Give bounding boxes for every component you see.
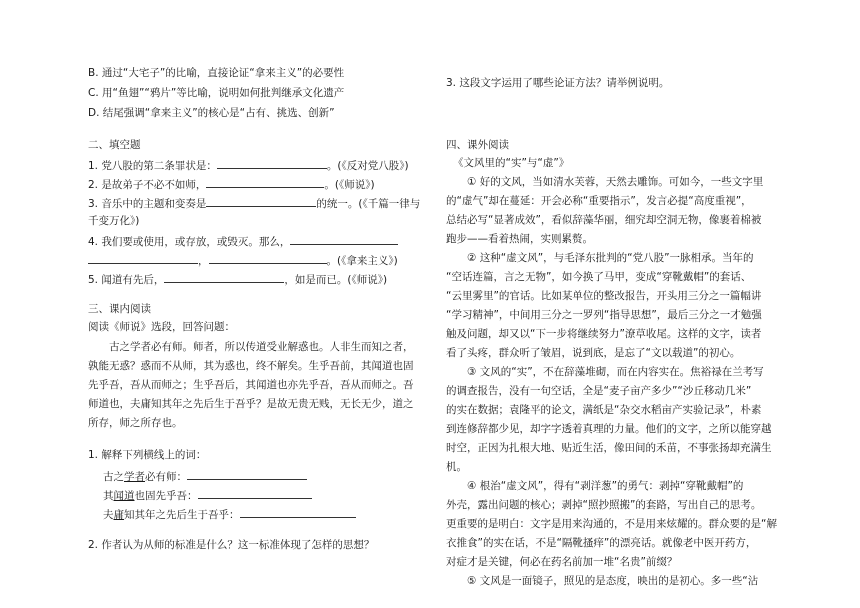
article-line: ① 好的文风，当如清水芙蓉，天然去雕饰。可如今，一些文字里 bbox=[467, 176, 764, 188]
option-b: B. 通过“大宅子”的比喻，直接论证“拿来主义”的必要性 bbox=[88, 67, 345, 79]
article-line: ② 这种“虚文风”，与毛泽东批判的“党八股”一脉相承。当年的 bbox=[467, 252, 754, 264]
question-2: 2. 作者认为从师的标准是什么？这一标准体现了怎样的思想？ bbox=[88, 539, 375, 551]
fill-q2-blank[interactable] bbox=[206, 176, 324, 188]
passage-line-3: 先乎吾，吾从而师之；生乎吾后，其闻道也亦先乎吾，吾从而师之。吾 bbox=[88, 379, 414, 391]
article-line: 机。 bbox=[446, 461, 467, 473]
item-2-blank[interactable] bbox=[198, 487, 312, 499]
fill-q4-blank-1[interactable] bbox=[290, 233, 398, 245]
passage-line-4: 师道也，夫庸知其年之先后生于吾乎？是故无贵无贱，无长无少，道之 bbox=[88, 398, 414, 410]
article-line: 的“虚气”却在蔓延：开会必称“重要指示”，发言必提“高度重视”， bbox=[446, 195, 752, 207]
article-line: 衣推食”的实在话，不是“隔靴搔痒”的漂亮话。就像老中医开药方， bbox=[446, 537, 757, 549]
article-line: 对症才是关键，何必在药名前加一堆“名贵”前缀？ bbox=[446, 556, 678, 568]
fill-q1-source: 。(《反对党八股》) bbox=[326, 160, 409, 172]
fill-q3-prompt: 3. 音乐中的主题和变奏是 bbox=[88, 198, 207, 210]
fill-q5-blank[interactable] bbox=[164, 271, 284, 283]
reading-section-title: 三、课内阅读 bbox=[88, 303, 151, 315]
fill-question-5 bbox=[88, 271, 387, 287]
item-2-prefix: 其 bbox=[103, 490, 114, 502]
passage-line-5: 所存，师之所存也。 bbox=[88, 417, 183, 429]
article-line: 的调查报告，没有一句空话，全是“麦子亩产多少”“沙丘移动几米” bbox=[446, 385, 752, 397]
article-line: “学习精神”，中间用三分之一罗列“指导思想”，最后三分之一才勉强 bbox=[446, 309, 762, 321]
fill-q4-separator: ， bbox=[198, 255, 209, 267]
item-3-blank[interactable] bbox=[240, 506, 356, 518]
fill-question-2 bbox=[88, 176, 375, 192]
fill-q2-source: 。(《师说》) bbox=[324, 179, 375, 191]
article-line: 总结必写“显著成效”，看似辞藻华丽，细究却空洞无物，像裹着棉被 bbox=[446, 214, 762, 226]
article-line: 更重要的是明白：文字是用来沟通的，不是用来炫耀的。群众要的是“解 bbox=[446, 518, 777, 530]
fill-q2-prompt: 2. 是故弟子不必不如师， bbox=[88, 179, 207, 191]
fill-q3-continued: 千变万化》) bbox=[88, 215, 140, 227]
article-line: 的实在数据；袁隆平的论文，满纸是“杂交水稻亩产实验记录”，朴素 bbox=[446, 404, 762, 416]
fill-q3-source: 的统一。(《千篇一律与 bbox=[316, 198, 421, 210]
question-3: 3. 这段文字运用了哪些论证方法？请举例说明。 bbox=[446, 77, 670, 89]
item-1-word: 学者 bbox=[124, 471, 145, 483]
fill-q4-blank-3[interactable] bbox=[209, 252, 327, 264]
reading-intro: 阅读《师说》选段，回答问题： bbox=[88, 321, 235, 333]
fill-question-4-line-2 bbox=[88, 252, 398, 268]
item-1-blank[interactable] bbox=[187, 468, 307, 480]
fill-q4-blank-2[interactable] bbox=[88, 252, 198, 264]
item-2-word: 闻道 bbox=[113, 490, 135, 502]
fill-question-1 bbox=[88, 157, 409, 173]
extra-reading-title: 四、课外阅读 bbox=[446, 139, 509, 151]
fill-q1-blank[interactable] bbox=[217, 157, 327, 169]
fill-q5-prompt: 5. 闻道有先后， bbox=[88, 274, 165, 286]
article-line: 看了头疼，群众听了皱眉，说到底，是忘了“文以载道”的初心。 bbox=[446, 347, 741, 359]
article-line: “云里雾里”的官话。比如某单位的整改报告，开头用三分之一篇幅讲 bbox=[446, 290, 762, 302]
article-line: 外壳，露出问题的核心；剥掉“照抄照搬”的套路，写出自己的思考。 bbox=[446, 499, 762, 511]
article-line: ③ 文风的“实”，不在辞藻堆砌，而在内容实在。焦裕禄在兰考写 bbox=[467, 366, 764, 378]
passage-line-2: 孰能无惑？惑而不从师，其为惑也，终不解矣。生乎吾前，其闻道也固 bbox=[88, 360, 414, 372]
question-1-item-2 bbox=[103, 487, 312, 503]
item-2-suffix: 也固先乎吾： bbox=[134, 490, 198, 502]
article-line: “空话连篇，言之无物”，如今换了马甲，变成“穿靴戴帽”的套话、 bbox=[446, 271, 752, 283]
question-1-item-1 bbox=[103, 468, 307, 484]
item-1-suffix: 必有师： bbox=[145, 471, 187, 483]
item-3-word: 庸 bbox=[113, 509, 124, 521]
fill-q4-prompt: 4. 我们要或使用，或存放，或毁灭。那么， bbox=[88, 236, 291, 248]
fill-q5-source: ，如是而已。(《师说》) bbox=[284, 274, 388, 286]
item-3-suffix: 知其年之先后生于吾乎： bbox=[124, 509, 240, 521]
article-line: 触及问题，却又以“下一步将继续努力”潦草收尾。这样的文字，读者 bbox=[446, 328, 762, 340]
fill-question-3 bbox=[88, 195, 420, 211]
article-line: 到连修辞都少见，却字字透着真理的力量。他们的文字，之所以能穿越 bbox=[446, 423, 772, 435]
article-line: ⑤ 文风是一面镜子，照见的是态度，映出的是初心。多一些“沾 bbox=[467, 575, 759, 587]
article-line: 时空，正因为扎根大地、贴近生活，像田间的禾苗，不事张扬却充满生 bbox=[446, 442, 772, 454]
item-3-prefix: 夫 bbox=[103, 509, 114, 521]
option-d: D. 结尾强调“拿来主义”的核心是“占有、挑选、创新” bbox=[88, 107, 335, 119]
question-1-item-3 bbox=[103, 506, 356, 522]
fill-q1-prompt: 1. 党八股的第二条罪状是： bbox=[88, 160, 217, 172]
item-1-prefix: 古之 bbox=[103, 471, 124, 483]
article-line: 跑步——看着热闹，实则累赘。 bbox=[446, 233, 593, 245]
option-c: C. 用“鱼翅”“鸦片”等比喻，说明如何批判继承文化遗产 bbox=[88, 87, 345, 99]
article-title: 《文风里的“实”与“虚”》 bbox=[453, 157, 570, 169]
article-line: ④ 根治“虚文风”，得有“剥洋葱”的勇气：剥掉“穿靴戴帽”的 bbox=[467, 480, 744, 492]
passage-line-1: 古之学者必有师。师者，所以传道受业解惑也。人非生而知之者， bbox=[109, 341, 414, 353]
question-1-title: 1. 解释下列横线上的词： bbox=[88, 449, 207, 461]
fill-q3-blank[interactable] bbox=[206, 195, 316, 207]
fill-q4-source: 。(《拿来主义》) bbox=[326, 255, 398, 267]
fill-question-4 bbox=[88, 233, 398, 249]
fill-section-title: 二、填空题 bbox=[88, 139, 141, 151]
